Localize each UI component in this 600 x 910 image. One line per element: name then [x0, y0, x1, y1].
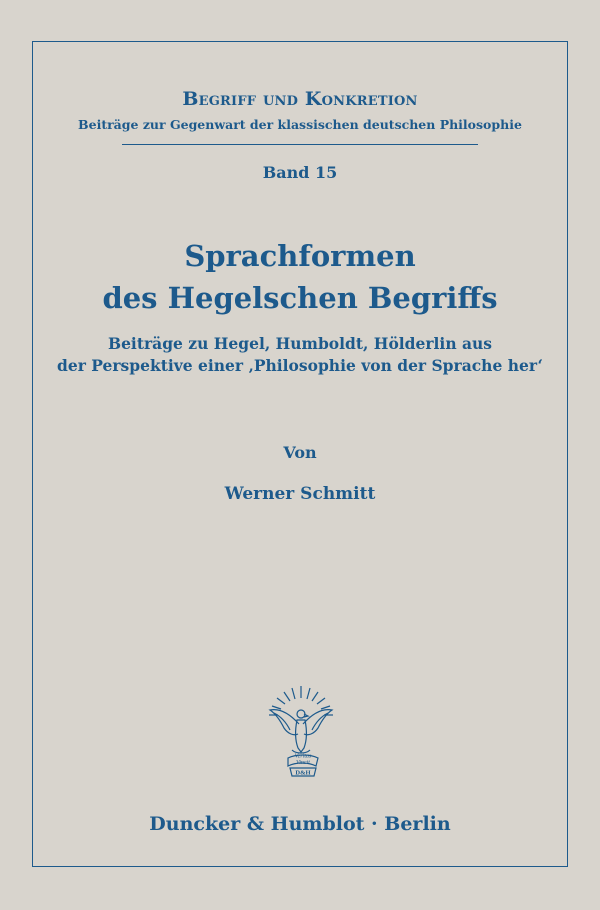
book-title-line-1: Sprachformen	[184, 239, 416, 273]
logo-motto-line-2: Veritas	[294, 753, 312, 760]
logo-initials: D&H	[295, 769, 311, 777]
book-subtitle-line-2: der Perspektive einer ‚Philosophie von der Sprache her‘	[57, 356, 543, 375]
series-subtitle: Beiträge zur Gegenwart der klassischen deutschen Philosophie	[78, 117, 522, 132]
author-name: Werner Schmitt	[224, 484, 376, 504]
series-title: Begriff und Konkretion	[182, 88, 418, 110]
series-divider	[122, 144, 478, 145]
eagle-emblem-icon	[262, 684, 340, 780]
logo-motto-line-1: Vincit	[296, 760, 310, 766]
volume-number: Band 15	[262, 163, 338, 182]
publisher-name: Duncker & Humblot · Berlin	[149, 813, 451, 835]
by-label: Von	[283, 443, 317, 462]
book-title-line-2: des Hegelschen Begriffs	[102, 281, 498, 315]
book-subtitle-line-1: Beiträge zu Hegel, Humboldt, Hölderlin aus	[107, 334, 493, 353]
